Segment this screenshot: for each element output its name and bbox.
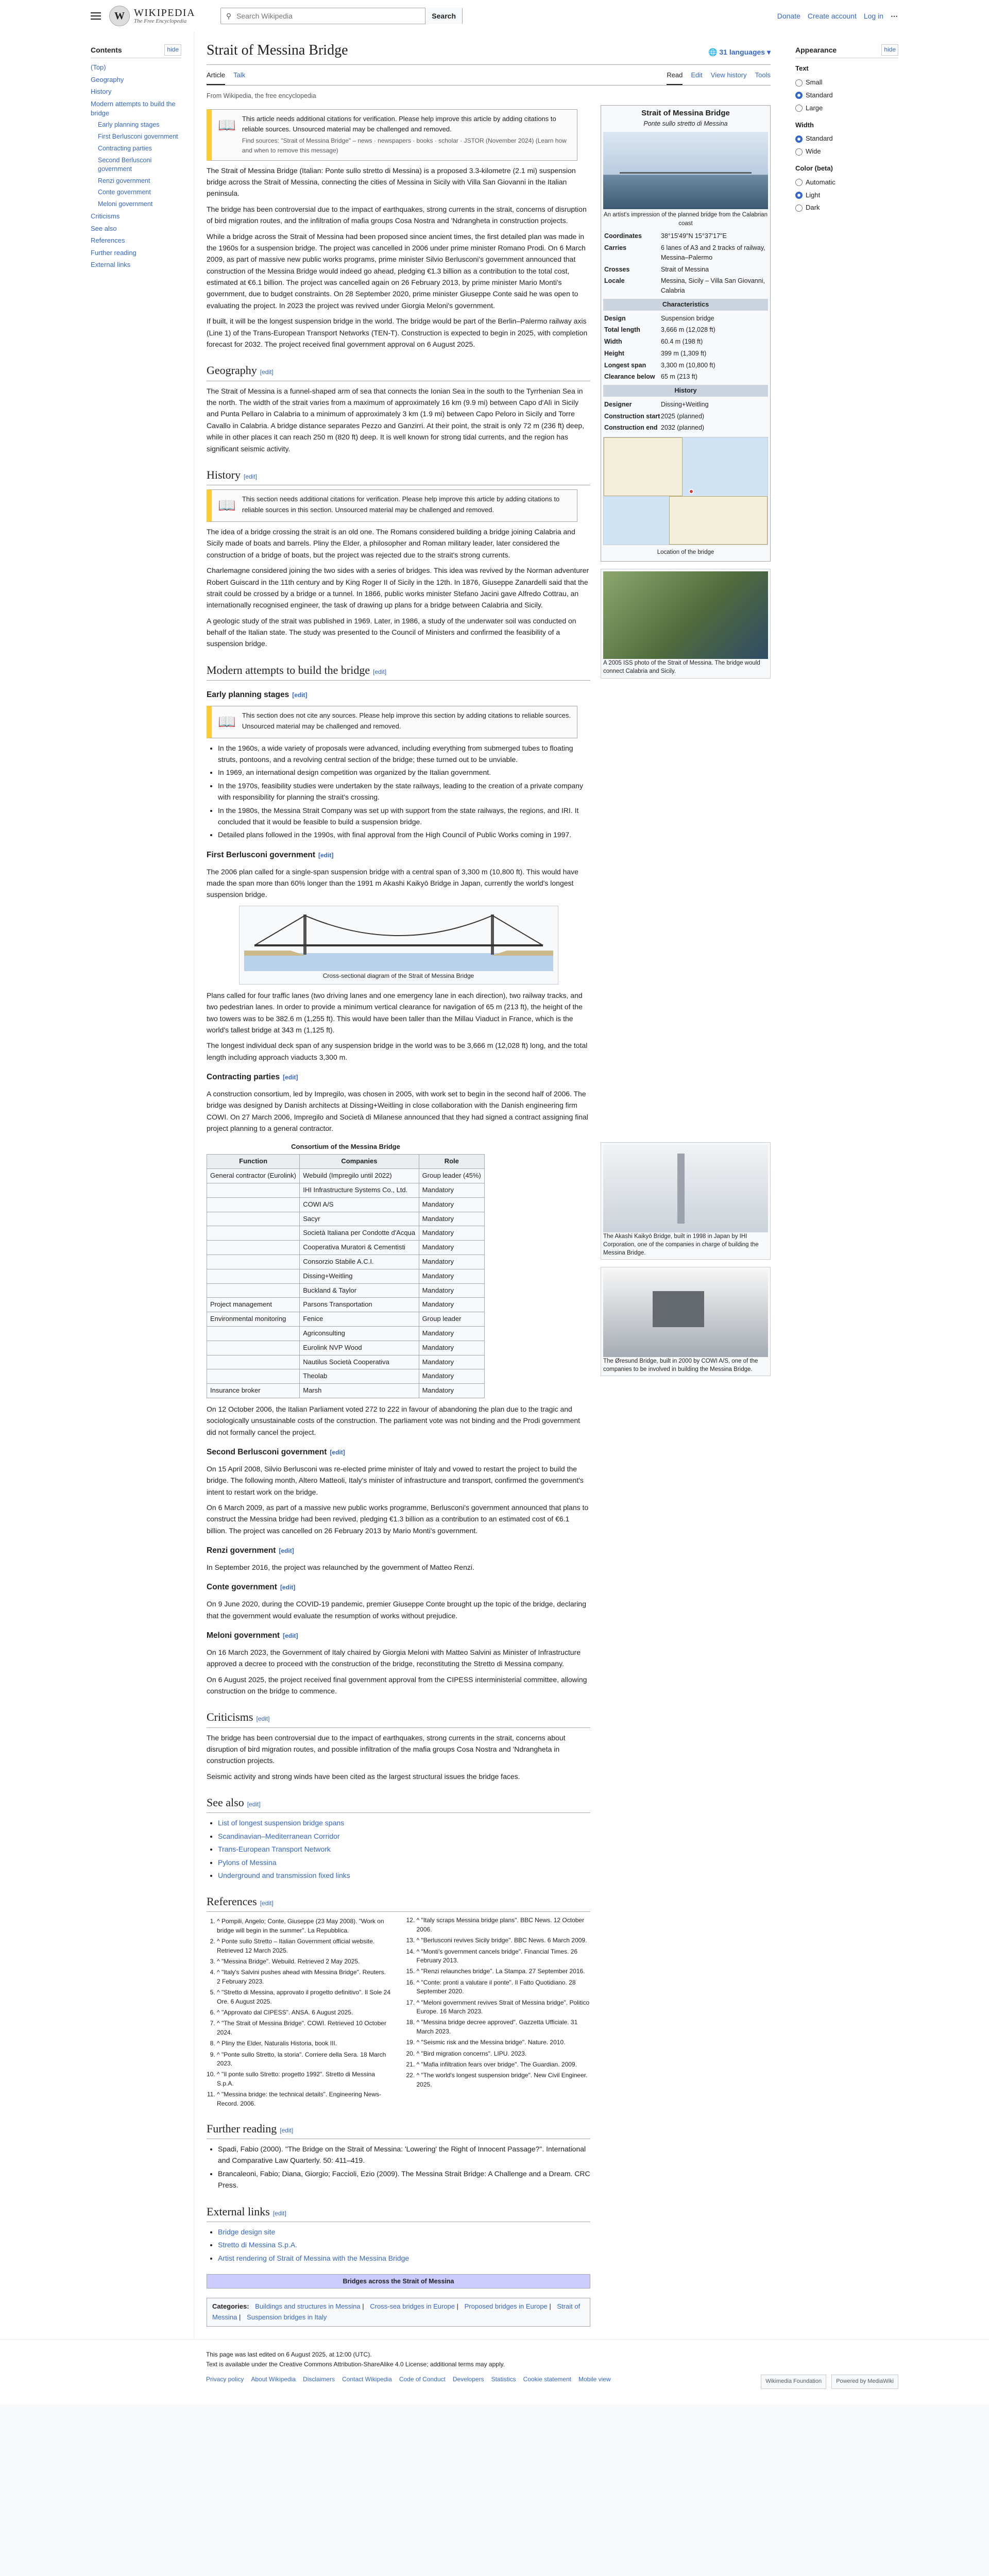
color-option[interactable]: Light xyxy=(795,189,898,202)
infobox-label: Total length xyxy=(604,326,640,334)
table-cell[interactable]: Webuild (Impregilo until 2022) xyxy=(300,1169,419,1183)
page-tabs xyxy=(207,67,771,86)
infobox-row xyxy=(603,371,768,383)
toc-item[interactable]: (Top) xyxy=(91,63,106,72)
section-heading: History xyxy=(207,468,241,481)
external-link[interactable]: Artist rendering of Strait of Messina with the Messina Bridge xyxy=(218,2253,410,2262)
table-cell: Insurance broker xyxy=(207,1384,300,1398)
infobox-title: Strait of Messina Bridge xyxy=(641,108,730,117)
location-map[interactable] xyxy=(603,437,768,545)
reference-item: 3. ^ "Messina Bridge". Webuild. Retrieved 2 May 2025. xyxy=(217,1957,391,1966)
tagline: The Free Encyclopedia xyxy=(134,18,187,24)
table-cell: Mandatory xyxy=(419,1269,484,1283)
reference-item: 9. ^ "Ponte sullo Stretto, la storia". Corriere della Sera. 18 March 2023. xyxy=(217,2050,391,2069)
section-heading: Geography xyxy=(207,364,257,377)
separator: | xyxy=(237,2313,243,2321)
infobox-value: 3,666 m (12,028 ft) xyxy=(661,326,715,334)
footer-link[interactable]: Code of Conduct xyxy=(399,2375,446,2383)
list-item: • Detailed plans followed in the 1990s, with final approval from the High Council of Public Works coming in 1997. xyxy=(218,829,590,840)
subsection-heading: First Berlusconi government xyxy=(207,850,316,859)
infobox-value: 2032 (planned) xyxy=(661,424,705,432)
see-also-list xyxy=(218,1817,590,1881)
infobox-label: Construction start xyxy=(604,412,660,420)
login-link[interactable]: Log in xyxy=(863,11,883,20)
subsection-heading: Contracting parties xyxy=(207,1073,280,1082)
oresund-bridge-photo[interactable] xyxy=(603,1269,768,1357)
table-cell xyxy=(207,1241,300,1255)
infobox-row xyxy=(603,360,768,371)
edit-section-link[interactable]: [edit] xyxy=(272,2209,286,2217)
subsection-heading: Early planning stages xyxy=(207,690,289,700)
table-row xyxy=(207,1183,485,1198)
list-item: • Spadi, Fabio (2000). "The Bridge on the Strait of Messina: 'Lowering' the Right of Innocent Passage?". International and Comparative Law Quarterly. 50: 411–419. xyxy=(218,2143,590,2166)
table-cell xyxy=(207,1341,300,1355)
tab-read[interactable]: Read xyxy=(667,67,683,85)
citation-notice: 📖 This article needs additional citations for verification. Please help improve this article by adding citations to reliable sources. Unsourced material may be challenged and removed. Find sources: "Strait of Messina Bridge" – news · newspapers · books · scholar · JSTOR (November 2024) (Learn how and when to remove this message) xyxy=(207,109,577,161)
table-cell[interactable]: IHI Infrastructure Systems Co., Ltd. xyxy=(300,1183,419,1198)
reference-item: 22. ^ "The world's longest suspension bridge". New Civil Engineer. 2025. xyxy=(417,2071,591,2089)
see-also-link[interactable]: Pylons of Messina xyxy=(218,1858,277,1867)
table-cell[interactable]: Buckland & Taylor xyxy=(300,1283,419,1298)
table-row xyxy=(207,1169,485,1183)
infobox-row xyxy=(603,348,768,360)
table-row xyxy=(207,1369,485,1384)
width-option[interactable]: Standard xyxy=(795,132,898,145)
lead-paragraph: While a bridge across the Strait of Messina had been proposed since ancient times, the first detailed plan was made in the 1960s for a suspension bridge. The project was cancelled in 2006 under prime minister Romano Prodi. On 6 March 2009, as part of massive new public works programs, prime minister Silvio Berlusconi's government announced that construction of the Messina Bridge would indeed go ahead, pledging €1.3 billion as a contribution to the total cost, estimated at €6.1 billion. The project was cancelled again on 26 February 2013, by prime minister Mario Monti's government, due to budget constraints. On 28 September 2020, prime minister Giuseppe Conte said he was open to evaluating the project. In 2023 the project was revived under Giorgia Meloni's government. xyxy=(207,232,586,310)
table-cell[interactable]: Fenice xyxy=(300,1312,419,1327)
mediawiki-badge[interactable]: Powered by MediaWiki xyxy=(831,2375,898,2389)
table-cell: Mandatory xyxy=(419,1369,484,1384)
list-item: • In the 1960s, a wide variety of proposals were advanced, including everything from submerged tubes to floating struts, pontoons, and a revolving central section of the bridge; these turned out to be unviable. xyxy=(218,742,590,766)
wikipedia-logo[interactable] xyxy=(109,6,212,26)
toc-item[interactable]: Second Berlusconi government xyxy=(98,156,152,173)
figure: The Øresund Bridge, built in 2000 by COWI A/S, one of the companies to be involved in building the Messina Bridge. xyxy=(601,1267,771,1376)
external-link[interactable]: Stretto di Messina S.p.A. xyxy=(218,2241,298,2249)
infobox-row xyxy=(603,242,768,264)
category-link[interactable]: Cross-sea bridges in Europe xyxy=(370,2302,455,2310)
more-options-icon[interactable]: ⋯ xyxy=(891,11,898,20)
wordmark: WIKIPEDIA xyxy=(134,7,196,19)
search-box xyxy=(220,8,463,24)
site-header xyxy=(0,0,989,32)
table-cell[interactable]: COWI A/S xyxy=(300,1197,419,1212)
main-menu-icon[interactable] xyxy=(91,12,101,20)
table-cell: Mandatory xyxy=(419,1355,484,1369)
search-icon: ⚲ xyxy=(226,11,232,20)
article-main xyxy=(194,32,783,2339)
subsection-heading: Renzi government xyxy=(207,1546,276,1555)
infobox-section-header: History xyxy=(603,385,768,397)
toc-item[interactable]: Geography xyxy=(91,75,124,83)
toc-item[interactable]: Early planning stages xyxy=(98,121,160,129)
infobox-row xyxy=(603,230,768,242)
table-cell: Mandatory xyxy=(419,1298,484,1312)
reference-item: 11. ^ "Messina bridge: the technical details". Engineering News-Record. 2006. xyxy=(217,2090,391,2108)
external-links-list xyxy=(218,2226,590,2264)
infobox-value: 3,300 m (10,800 ft) xyxy=(661,361,715,369)
toc-item[interactable]: References xyxy=(91,236,125,245)
toc-item[interactable]: Modern attempts to build the bridge xyxy=(91,100,176,117)
table-cell: Project management xyxy=(207,1298,300,1312)
category-link[interactable]: Proposed bridges in Europe xyxy=(464,2302,548,2310)
table-cell[interactable]: Nautilus Società Cooperativa xyxy=(300,1355,419,1369)
table-cell[interactable]: Società Italiana per Condotte d'Acqua xyxy=(300,1226,419,1241)
category-link[interactable]: Suspension bridges in Italy xyxy=(247,2313,327,2321)
text-size-option[interactable]: Large xyxy=(795,102,898,115)
toc-item[interactable]: Renzi government xyxy=(98,177,150,184)
table-row xyxy=(207,1298,485,1312)
edit-section-link[interactable]: [edit] xyxy=(280,2126,294,2134)
table-cell xyxy=(207,1369,300,1384)
infobox-label: Clearance below xyxy=(604,373,655,381)
footer-link[interactable]: Cookie statement xyxy=(523,2375,571,2383)
footer-link[interactable]: Mobile view xyxy=(578,2375,611,2383)
reference-item: 5. ^ "Stretto di Messina, approvato il progetto definitivo". Il Sole 24 Ore. 6 August 2025. xyxy=(217,1988,391,2006)
reference-item: 19. ^ "Seismic risk and the Messina bridge". Nature. 2010. xyxy=(417,2038,591,2047)
reference-item: 17. ^ "Meloni government revives Strait of Messina bridge". Politico Europe. 16 March 2023. xyxy=(417,1998,591,2016)
table-cell: Mandatory xyxy=(419,1241,484,1255)
edit-section-link[interactable]: [edit] xyxy=(244,472,258,480)
infobox-label: Width xyxy=(604,338,622,346)
edit-section-link[interactable]: [edit] xyxy=(330,1449,345,1456)
section-heading: See also xyxy=(207,1796,244,1809)
list-item: • In 1969, an international design competition was organized by the Italian government. xyxy=(218,767,590,778)
table-cell xyxy=(207,1269,300,1283)
table-cell[interactable]: Dissing+Weitling xyxy=(300,1269,419,1283)
table-cell: Mandatory xyxy=(419,1226,484,1241)
infobox-value: Dissing+Weitling xyxy=(661,400,709,408)
edit-section-link[interactable]: [edit] xyxy=(283,1632,298,1640)
table-cell[interactable]: Parsons Transportation xyxy=(300,1298,419,1312)
table-header: Companies xyxy=(300,1155,419,1169)
lead-paragraph: If built, it will be the longest suspension bridge in the world. The bridge would be part of the Berlin–Palermo railway axis (Line 1) of the Trans-European Transport Networks (TEN-T). Construction is expected to begin in 2025, with completion forecast for 2032. The project received final government approval on 6 August 2025. xyxy=(207,317,588,349)
category-link[interactable]: Strait of Messina xyxy=(212,2302,581,2321)
navbox xyxy=(207,2274,590,2289)
category-link[interactable]: Buildings and structures in Messina xyxy=(255,2302,361,2310)
toc-item[interactable]: Criticisms xyxy=(91,212,120,221)
table-cell: Mandatory xyxy=(419,1341,484,1355)
appearance-panel xyxy=(795,32,898,2339)
figure: A 2005 ISS photo of the Strait of Messina. The bridge would connect Calabria and Sicily. xyxy=(601,569,771,678)
infobox-value: 38°15′49″N 15°37′17″E xyxy=(661,232,727,240)
reference-item: 6. ^ "Approvato dal CIPESS". ANSA. 6 August 2025. xyxy=(217,2008,391,2017)
toc-item[interactable]: Conte government xyxy=(98,189,151,196)
akashi-bridge-photo[interactable] xyxy=(603,1145,768,1232)
reference-item: 15. ^ "Renzi relaunches bridge". La Stampa. 27 September 2016. xyxy=(417,1967,591,1976)
section-heading: References xyxy=(207,1895,257,1908)
footer-link[interactable]: Privacy policy xyxy=(206,2375,244,2383)
footer-link[interactable]: Statistics xyxy=(491,2375,516,2383)
infobox-label: Longest span xyxy=(604,361,646,369)
infobox-row xyxy=(603,411,768,422)
footer-link[interactable]: Disclaimers xyxy=(303,2375,335,2383)
width-option[interactable]: Wide xyxy=(795,145,898,158)
table-row xyxy=(207,1384,485,1398)
infobox-value: 399 m (1,309 ft) xyxy=(661,349,707,357)
table-cell xyxy=(207,1212,300,1226)
separator: | xyxy=(455,2302,461,2310)
infobox-label: Coordinates xyxy=(604,232,642,240)
list-item: • Brancaleoni, Fabio; Diana, Giorgio; Faccioli, Ezio (2009). The Messina Strait Bridge: A Challenge and a Dream. CRC Press. xyxy=(218,2168,590,2191)
width-label: Width xyxy=(795,121,814,129)
edit-section-link[interactable]: [edit] xyxy=(260,1900,274,1907)
color-label: Color (beta) xyxy=(795,164,833,172)
text-size-label: Text xyxy=(795,64,809,73)
list-item: • In the 1970s, feasibility studies were undertaken by the state railways, leading to the creation of a private company with responsibility for planning the strait's crossing. xyxy=(218,780,590,803)
table-cell: Mandatory xyxy=(419,1197,484,1212)
reference-item: 16. ^ "Conte: pronti a valutare il ponte". Il Fatto Quotidiano. 28 September 2020. xyxy=(417,1978,591,1996)
footer-link[interactable]: Developers xyxy=(452,2375,484,2383)
page-footer xyxy=(0,2339,989,2404)
edit-section-link[interactable]: [edit] xyxy=(279,1547,294,1555)
early-planning-list xyxy=(218,742,590,841)
map-caption: Location of the bridge xyxy=(657,549,714,556)
reference-item: 20. ^ "Bird migration concerns". LIPU. 2023. xyxy=(417,2049,591,2058)
infobox-row xyxy=(603,275,768,297)
edit-section-link[interactable]: [edit] xyxy=(283,1074,298,1081)
table-row xyxy=(207,1197,485,1212)
personal-tools xyxy=(777,10,898,22)
language-button[interactable]: 🌐 31 languages ▾ xyxy=(708,48,771,56)
appearance-title: Appearance xyxy=(795,46,837,54)
question-book-icon: 📖 xyxy=(218,713,236,730)
section-heading: Modern attempts to build the bridge xyxy=(207,663,370,676)
toc-item[interactable]: Further reading xyxy=(91,248,137,257)
table-cell: Mandatory xyxy=(419,1212,484,1226)
toc-item[interactable]: History xyxy=(91,88,112,96)
external-link[interactable]: Bridge design site xyxy=(218,2227,276,2236)
page-title: Strait of Messina Bridge xyxy=(207,42,348,58)
table-row xyxy=(207,1212,485,1226)
infobox-row xyxy=(603,313,768,325)
satellite-photo[interactable] xyxy=(603,571,768,659)
article-body: 📖 This article needs additional citations for verification. Please help improve this article by adding citations to reliable sources. Unsourced material may be challenged and removed. Find sources: "Strait of Messina Bridge" – news · newspapers · books · scholar · JSTOR (November 2024) (Learn how and when to remove this message) The Strait of Messina Bridge (Italian: Ponte sullo stretto di Messina) is a proposed 3.3-kilometre (2.1 mi) suspension bridge across the Strait of Messina, connecting the cities of Messina in Sicily with Villa San Giovanni in the Italian peninsula. The bridge has been controversial due to the impact of earthquakes, strong currents in the strait, concerns of disruption of bird migration routes, and the infiltration of mafia groups Cosa Nostra and 'Ndrangheta in construction projects. While a bridge across the Strait of Messina had been proposed since ancient times, the first detailed plan was made in the 1960s for a suspension bridge. The project was cancelled in 2006 under prime minister Romano Prodi. On 6 March 2009, as part of massive new public works programs, prime minister Silvio Berlusconi's government announced that construction of the Messina Bridge would indeed go ahead, pledging €1.3 billion as a contribution to the total cost, estimated at €6.1 billion. The project was cancelled again on 26 February 2013, by prime minister Mario Monti's government, due to budget constraints. On 28 September 2020, prime minister Giuseppe Conte said he was open to evaluating the project. In 2023 the project was revived under Giorgia Meloni's government. If built, it will be the longest suspension bridge in the world. The bridge would be part of the Berlin–Palermo railway axis (Line 1) of the Trans-European Transport Networks (TEN-T). Construction is expected to begin in 2025, with completion forecast for 2032. The project received final government approval on 6 August 2025. Geography [edit] The Strait of Messina is a funnel-shaped arm of sea that connects the Ionian Sea in the south to the Tyrrhenian Sea in the north. The width of the strait varies from a maximum of approximately 16 km (9.9 mi) between Capo d'Alì in Sicily and Punta Pellaro in Calabria to a minimum of approximately 3 km (1.9 mi) between Capo Peloro in Sicily and Torre Cavallo in Calabria. A bridge distance separates Pezzo and Ganzirri. At their point, the strait is only 72 m (236 ft) deep, while in other places it can reach 250 m (820 ft) deep. It is well known for strong tidal currents, and the region has significant seismic activity. History [edit] 📖 This section needs additional citations for verification. Please help improve this article by adding citations to reliable sources in this section. Unsourced material may be challenged and removed. The idea of a bridge crossing the strait is an old one. The Romans considered building a bridge joining Calabria and Sicily made of boats and barrels. Pliny the Elder, a philosopher and Roman military leader, later considered the construction of a bridge of boats, but the project was rejected due to the strait's strong currents. Charlemagne considered joining the two sides with a series of bridges. This idea was revived by the Norman adventurer Robert Guiscard in the 11th century and by King Roger II of Sicily in the 12th. In 1876, Giuseppe Zanardelli said that the strait could be crossed by a bridge or a tunnel. In 1866, public works minister Stefano Jacini gave Alfredo Cottrau, an internationally recognised engineer, the task of drawing up plans for a bridge between Calabria and Sicily. A geologic study of the strait was published in 1969. Later, in 1986, a study of the underwater soil was conducted on behalf of the Italian state. The study was presented to the Council of Ministers and confirmed the feasibility of a suspension bridge. Modern attempts to build the bridge [edit] Early planning stages [edit] 📖 This section does not cite any sources. Please help improve this section by adding citations to reliable sources. Unsourced material may be challenged and removed. • In the 1960s, a wide variety of proposals were advanced, including everything from submerged tubes to floating struts, pontoons, and a revolving central section of the bridge; these turned out to be unviable. • In 1969, an international design competition was organized by the Italian government. • In the 1970s, feasibility studies were undertaken by the state railways, leading to the creation of a private company with responsibility for planning the strait's crossing. • In the 1980s, the Messina Strait Company was set up with support from the state railways, the regions, and IRI. It concluded that it would be feasible to build a suspension bridge. • Detailed plans followed in the 1990s, with final approval from the High Council of Public Works coming in 1997. First Berlusconi government [edit] The 2006 plan called for a single-span suspension bridge with a central span of 3,300 m (10,800 ft). This would have made the span more than 60% longer than the 1991 m Akashi Kaikyō Bridge in Japan, currently the world's longest suspension bridge. Cross-sectional diagram of the Strait of Messina Bridge Plans called for four traffic lanes (two driving lanes and one emergency lane in each direction), two railway tracks, and two pedestrian lanes. In order to provide a minimum vertical clearance for navigation of 65 m (213 ft), the height of the two towers was to be 382.6 m (1,255 ft). This would have been taller than the Millau Viaduct in France, which is the world's tallest bridge at 343 m (1,125 ft). The longest individual deck span of any suspension bridge in the world was to be 3,666 m (12,028 ft) long, and the total length including approach viaducts 3,300 m. Contracting parties [edit] A construction consortium, led by Impregilo, was chosen in 2005, with work set to begin in the second half of 2006. The bridge was designed by Danish architects at Dissing+Weitling in close collaboration with the Danish engineering firm COWI. On 27 March 2006, Impregilo and Società di Milanese announced that they had signed a contract assigning final project planning to a general contractor. Consortium of the Messina Bridge Function Companies Role General contractor (Eurolink) Webuild (Impregilo until 2022) Group leader (45%) IHI Infrastructure Systems Co., Ltd. Mandatory COWI A/S Mandatory Sacyr Mandatory Società Italiana per Condotte d'Acqua Mandatory Cooperativa Muratori & Cementisti Mandatory Consorzio Stabile A.C.I. Mandatory Dissing+Weitling Mandatory Buckland & Taylor Mandatory Project management Parsons Transportation Mandatory Environmental monitoring Fenice Group leader Agriconsulting Mandatory Eurolink NVP Wood Mandatory Nautilus Società Cooperativa Mandatory Theolab Mandatory Insurance broker Marsh Mandatory On 12 October 2006, the Italian Parliament voted 272 to 222 in favour of abandoning the plan due to the tragic and sociologically unsustainable costs of the construction. The parliament vote was not binding and the Prodi government did not formally cancel the project. Second Berlusconi government [edit] On 15 April 2008, Silvio Berlusconi was re-elected prime minister of Italy and vowed to restart the project to build the bridge. The following month, Altero Matteoli, Italy's minister of infrastructure and transport, confirmed the government's intent to restart work on the bridge. On 6 March 2009, as part of a massive new public works programme, Berlusconi's government announced that plans to construct the Messina bridge had been revived, pledging €1.3 billion as a contribution to an estimated cost of €6.1 billion. The project was cancelled on 26 February 2013 by Mario Monti's government. Renzi government [edit] In September 2016, the project was relaunched by the government of Matteo Renzi. Conte government [edit] On 9 June 2020, during the COVID-19 pandemic, premier Giuseppe Conte brought up the topic of the bridge, declaring that the government would evaluate the resumption of works without prejudice. Meloni government [edit] On 16 March 2023, the Government of Italy chaired by Giorgia Meloni with Matteo Salvini as Minister of Infrastructure approved a decree to proceed with the construction of the bridge, reconstituting the Stretto di Messina company. On 6 August 2025, the project received final government approval from the CIPESS interministerial committee, allowing construction on the bridge to commence. Criticisms [edit] The bridge has been controversial due to the impact of earthquakes, strong currents in the strait, concerns about disruption of bird migration routes, and possible infiltration of the mafia groups Cosa Nostra and 'Ndrangheta in construction projects. Seismic activity and strong winds have been cited as the largest structural issues the bridge faces. See also [edit] • List of longest suspension bridge spans • Scandinavian–Mediterranean Corridor • Trans-European Transport Network • Pylons of Messina • Underground and transmission fixed links References [edit] 1. ^ Pompili, Angelo; Conte, Giuseppe (23 May 2008). "Work on bridge will begin in the summer". La Repubblica. 2. ^ Ponte sullo Stretto – Italian Government official website. Retrieved 12 March 2025. 3. ^ "Messina Bridge". Webuild. Retrieved 2 May 2025. 4. ^ "Italy's Salvini pushes ahead with Messina Bridge". Reuters. 2 February 2023. 5. ^ "Stretto di Messina, approvato il progetto definitivo". Il Sole 24 Ore. 6 August 2025. 6. ^ "Approvato dal CIPESS". ANSA. 6 August 2025. 7. ^ "The Strait of Messina Bridge". COWI. Retrieved 10 October 2024. 8. ^ Pliny the Elder, Naturalis Historia, book III. 9. ^ "Ponte sullo Stretto, la storia". Corriere della Sera. 18 March 2023. 10. ^ "Il ponte sullo Stretto: progetto 1992". Stretto di Messina S.p.A. 11. ^ "Messina bridge: the technical details". Engineering News-Record. 2006. 12. ^ "Italy scraps Messina bridge plans". BBC News. 12 October 2006. 13. ^ "Berlusconi revives Sicily bridge". BBC News. 6 March 2009. 14. ^ "Monti's government cancels bridge". Financial Times. 26 February 2013. 15. ^ "Renzi relaunches bridge". La Stampa. 27 September 2016. 16. ^ "Conte: pronti a valutare il ponte". Il Fatto Quotidiano. 28 September 2020. 17. ^ "Meloni government revives Strait of Messina bridge". Politico Europe. 16 March 2023. 18. ^ "Messina bridge decree approved". Gazzetta Ufficiale. 31 March 2023. 19. ^ "Seismic risk and the Messina bridge". Nature. 2010. 20. ^ "Bird migration concerns". LIPU. 2023. 21. ^ "Mafia infiltration fears over bridge". The Guardian. 2009. 22. ^ "The world's longest suspension bridge". New Civil Engineer. 2025. Further reading [edit] • Spadi, Fabio (2000). "The Bridge on the Strait of Messina: 'Lowering' the Right of Innocent Passage?". International and Comparative Law Quarterly. 50: 411–419. • Brancaleoni, Fabio; Diana, Giorgio; Faccioli, Ezio (2009). The Messina Strait Bridge: A Challenge and a Dream. CRC Press. External links [edit] • Bridge design site • Stretto di Messina S.p.A. • Artist rendering of Strait of Messina with the Messina Bridge Bridges across the Strait of Messina Categories: Buildings and structures in Messina | Cross-sea bridges in Europe | Proposed bridges in Europe | Strait of Messina | Suspension bridges in Italy xyxy=(207,105,590,2327)
table-cell[interactable]: Theolab xyxy=(300,1369,419,1384)
toc-item[interactable]: External links xyxy=(91,261,131,269)
infobox-label: Designer xyxy=(604,400,632,408)
edit-section-link[interactable]: [edit] xyxy=(260,368,274,376)
appearance-hide-button[interactable]: hide xyxy=(881,44,898,56)
table-row xyxy=(207,1326,485,1341)
bridge-cross-section-diagram: Cross-sectional diagram of the Strait of Messina Bridge xyxy=(239,906,558,985)
table-row xyxy=(207,1226,485,1241)
table-cell: General contractor (Eurolink) xyxy=(207,1169,300,1183)
infobox-value: Messina, Sicily – Villa San Giovanni, Calabria xyxy=(661,277,765,295)
reference-item: 14. ^ "Monti's government cancels bridge". Financial Times. 26 February 2013. xyxy=(417,1947,591,1965)
infobox-row xyxy=(603,324,768,336)
table-of-contents xyxy=(91,32,181,2339)
map-land xyxy=(669,496,768,545)
table-row xyxy=(207,1283,485,1298)
infobox-row xyxy=(603,422,768,434)
see-also-link[interactable]: Scandinavian–Mediterranean Corridor xyxy=(218,1832,340,1840)
tab-talk[interactable]: Talk xyxy=(233,71,246,79)
table-cell: Mandatory xyxy=(419,1326,484,1341)
reference-item: 18. ^ "Messina bridge decree approved". Gazzetta Ufficiale. 31 March 2023. xyxy=(417,2018,591,2036)
see-also-link[interactable]: List of longest suspension bridge spans xyxy=(218,1819,345,1827)
infobox-value: 65 m (213 ft) xyxy=(661,373,697,381)
see-also-link[interactable]: Underground and transmission fixed links xyxy=(218,1871,350,1879)
infobox-row xyxy=(603,336,768,348)
see-also-link[interactable]: Trans-European Transport Network xyxy=(218,1845,331,1854)
color-option[interactable]: Dark xyxy=(795,201,898,214)
infobox-row xyxy=(603,399,768,411)
tab-tools[interactable]: Tools xyxy=(755,71,771,79)
infobox-subtitle: Ponte sullo stretto di Messina xyxy=(643,120,728,128)
search-button[interactable]: Search xyxy=(425,8,462,24)
map-land xyxy=(604,437,683,496)
color-option[interactable]: Automatic xyxy=(795,176,898,189)
table-cell: Mandatory xyxy=(419,1384,484,1398)
section-heading: Further reading xyxy=(207,2122,277,2135)
edit-section-link[interactable]: [edit] xyxy=(373,668,387,675)
question-book-icon: 📖 xyxy=(218,116,236,133)
infobox-value: 2025 (planned) xyxy=(661,412,705,420)
toc-hide-button[interactable]: hide xyxy=(164,44,181,56)
reference-item: 10. ^ "Il ponte sullo Stretto: progetto 1992". Stretto di Messina S.p.A. xyxy=(217,2070,391,2088)
donate-link[interactable]: Donate xyxy=(777,11,800,20)
image-caption: An artist's impression of the planned bridge from the Calabrian coast xyxy=(604,211,768,227)
table-cell xyxy=(207,1355,300,1369)
reference-item: 13. ^ "Berlusconi revives Sicily bridge". BBC News. 6 March 2009. xyxy=(417,1936,591,1945)
infobox-value: Suspension bridge xyxy=(661,314,714,322)
table-row xyxy=(207,1269,485,1283)
footer-link[interactable]: Contact Wikipedia xyxy=(342,2375,392,2383)
separator: | xyxy=(360,2302,366,2310)
infobox-value: 6 lanes of A3 and 2 tracks of railway, Messina–Palermo xyxy=(661,244,765,261)
edit-section-link[interactable]: [edit] xyxy=(318,851,334,859)
table-cell[interactable]: Consorzio Stabile A.C.I. xyxy=(300,1255,419,1269)
wikimedia-badge[interactable]: Wikimedia Foundation xyxy=(761,2375,826,2389)
tab-view-history[interactable]: View history xyxy=(710,71,747,79)
table-row xyxy=(207,1355,485,1369)
toc-item[interactable]: Contracting parties xyxy=(98,144,152,152)
text-size-option[interactable]: Standard xyxy=(795,89,898,102)
tab-edit[interactable]: Edit xyxy=(691,71,703,79)
table-cell[interactable]: Cooperativa Muratori & Cementisti xyxy=(300,1241,419,1255)
site-sub: From Wikipedia, the free encyclopedia xyxy=(207,92,316,99)
no-sources-notice: 📖 This section does not cite any sources. Please help improve this section by adding citations to reliable sources. Unsourced material may be challenged and removed. xyxy=(207,706,577,738)
lead-paragraph: The bridge has been controversial due to the impact of earthquakes, strong currents in the strait, concerns of disruption of bird migration routes, and the infiltration of mafia groups Cosa Nostra and 'Ndrangheta in construction projects. xyxy=(207,205,587,225)
toc-item[interactable]: See also xyxy=(91,224,117,232)
further-reading-list xyxy=(218,2143,590,2191)
page-body xyxy=(0,32,989,2339)
table-row xyxy=(207,1255,485,1269)
table-header: Role xyxy=(419,1155,484,1169)
infobox xyxy=(601,105,771,562)
subsection-heading: Conte government xyxy=(207,1583,277,1592)
infobox-row xyxy=(603,264,768,276)
table-cell: Mandatory xyxy=(419,1183,484,1198)
infobox-value: 60.4 m (198 ft) xyxy=(661,338,703,346)
toc-item[interactable]: First Berlusconi government xyxy=(98,133,178,140)
citation-notice: 📖 This section needs additional citations for verification. Please help improve this article by adding citations to reliable sources in this section. Unsourced material may be challenged and removed. xyxy=(207,489,577,522)
reference-item: 21. ^ "Mafia infiltration fears over bridge". The Guardian. 2009. xyxy=(417,2060,591,2069)
edit-section-link[interactable]: [edit] xyxy=(292,691,308,699)
infobox-label: Height xyxy=(604,349,624,357)
subsection-heading: Second Berlusconi government xyxy=(207,1448,327,1457)
text-size-option[interactable]: Small xyxy=(795,76,898,89)
table-cell xyxy=(207,1197,300,1212)
edit-section-link[interactable]: [edit] xyxy=(256,1715,270,1723)
table-cell xyxy=(207,1183,300,1198)
navbox-title: Bridges across the Strait of Messina xyxy=(207,2275,590,2288)
map-pin-icon xyxy=(689,489,694,494)
edit-section-link[interactable]: [edit] xyxy=(247,1801,261,1808)
table-row xyxy=(207,1312,485,1327)
infobox-section-header: Characteristics xyxy=(603,299,768,311)
tab-article[interactable]: Article xyxy=(207,67,225,85)
table-cell xyxy=(207,1326,300,1341)
infobox-value: Strait of Messina xyxy=(661,265,709,273)
lead-paragraph: The Strait of Messina Bridge (Italian: Ponte sullo stretto di Messina) is a proposed 3.3-kilometre (2.1 mi) suspension bridge across the Strait of Messina, connecting the cities of Messina in Sicily with Villa San Giovanni in the Italian peninsula. xyxy=(207,166,576,198)
table-cell xyxy=(207,1226,300,1241)
table-cell: Mandatory xyxy=(419,1255,484,1269)
toc-item[interactable]: Meloni government xyxy=(98,200,153,208)
reference-item: 12. ^ "Italy scraps Messina bridge plans". BBC News. 12 October 2006. xyxy=(417,1916,591,1934)
section-heading: External links xyxy=(207,2205,270,2218)
table-cell: Environmental monitoring xyxy=(207,1312,300,1327)
infobox-label: Carries xyxy=(604,244,627,252)
bridge-diagram-svg xyxy=(244,909,553,971)
infobox-label: Design xyxy=(604,314,626,322)
footer-link[interactable]: About Wikipedia xyxy=(251,2375,296,2383)
table-cell xyxy=(207,1283,300,1298)
category-links: Categories: Buildings and structures in Messina | Cross-sea bridges in Europe | Proposed bridges in Europe | Strait of Messina | Suspension bridges in Italy xyxy=(207,2298,590,2327)
table-row xyxy=(207,1341,485,1355)
table-cell[interactable]: Agriconsulting xyxy=(300,1326,419,1341)
figure: The Akashi Kaikyō Bridge, built in 1998 in Japan by IHI Corporation, one of the companies in charge of building the Messina Bridge. xyxy=(601,1142,771,1260)
toc-title: Contents xyxy=(91,46,122,54)
create-account-link[interactable]: Create account xyxy=(807,11,857,20)
separator: | xyxy=(547,2302,553,2310)
infobox-label: Locale xyxy=(604,277,625,285)
reference-item: 1. ^ Pompili, Angelo; Conte, Giuseppe (23 May 2008). "Work on bridge will begin in the summer". La Repubblica. xyxy=(217,1917,391,1935)
table-row xyxy=(207,1241,485,1255)
subsection-heading: Meloni government xyxy=(207,1631,280,1640)
bridge-rendering-image[interactable] xyxy=(603,132,768,209)
question-book-icon: 📖 xyxy=(218,497,236,514)
reference-item: 2. ^ Ponte sullo Stretto – Italian Government official website. Retrieved 12 March 2025. xyxy=(217,1937,391,1955)
table-header: Function xyxy=(207,1155,300,1169)
list-item: • In the 1980s, the Messina Strait Company was set up with support from the state railways, the regions, and IRI. It concluded that it would be feasible to build a suspension bridge. xyxy=(218,805,590,828)
table-cell: Group leader (45%) xyxy=(419,1169,484,1183)
infobox-column xyxy=(601,105,771,2327)
table-cell[interactable]: Eurolink NVP Wood xyxy=(300,1341,419,1355)
table-cell xyxy=(207,1255,300,1269)
reference-item: 4. ^ "Italy's Salvini pushes ahead with Messina Bridge". Reuters. 2 February 2023. xyxy=(217,1968,391,1986)
section-heading: Criticisms xyxy=(207,1710,253,1724)
last-modified: This page was last edited on 6 August 2025, at 12:00 (UTC). xyxy=(206,2350,372,2358)
search-input[interactable] xyxy=(236,12,425,20)
edit-section-link[interactable]: [edit] xyxy=(280,1584,296,1591)
references-list xyxy=(207,1916,590,2108)
globe-icon: W xyxy=(109,6,130,26)
reference-item: 8. ^ Pliny the Elder, Naturalis Historia, book III. xyxy=(217,2039,391,2048)
table-cell[interactable]: Marsh xyxy=(300,1384,419,1398)
table-cell: Group leader xyxy=(419,1312,484,1327)
table-cell[interactable]: Sacyr xyxy=(300,1212,419,1226)
license-text: Text is available under the Creative Commons Attribution-ShareAlike 4.0 License; additional terms may apply. xyxy=(206,2360,505,2368)
table-cell: Mandatory xyxy=(419,1283,484,1298)
consortium-table: Consortium of the Messina Bridge Function Companies Role General contractor (Eurolink) Webuild (Impregilo until 2022) Group leader (45%) IHI Infrastructure Systems Co., Ltd. Mandatory COWI A/S Mandatory Sacyr Mandatory Società Italiana per Condotte d'Acqua Mandatory Cooperativa Muratori & Cementisti Mandatory Consorzio Stabile A.C.I. Mandatory Dissing+Weitling Mandatory Buckland & Taylor Mandatory Project management Parsons Transportation Mandatory Environmental monitoring Fenice Group leader Agriconsulting Mandatory Eurolink NVP Wood Mandatory Nautilus Società Cooperativa Mandatory Theolab Mandatory Insurance broker Marsh Mandatory xyxy=(207,1140,485,1398)
infobox-label: Crosses xyxy=(604,265,630,273)
reference-item: 7. ^ "The Strait of Messina Bridge". COWI. Retrieved 10 October 2024. xyxy=(217,2019,391,2037)
infobox-label: Construction end xyxy=(604,424,658,432)
